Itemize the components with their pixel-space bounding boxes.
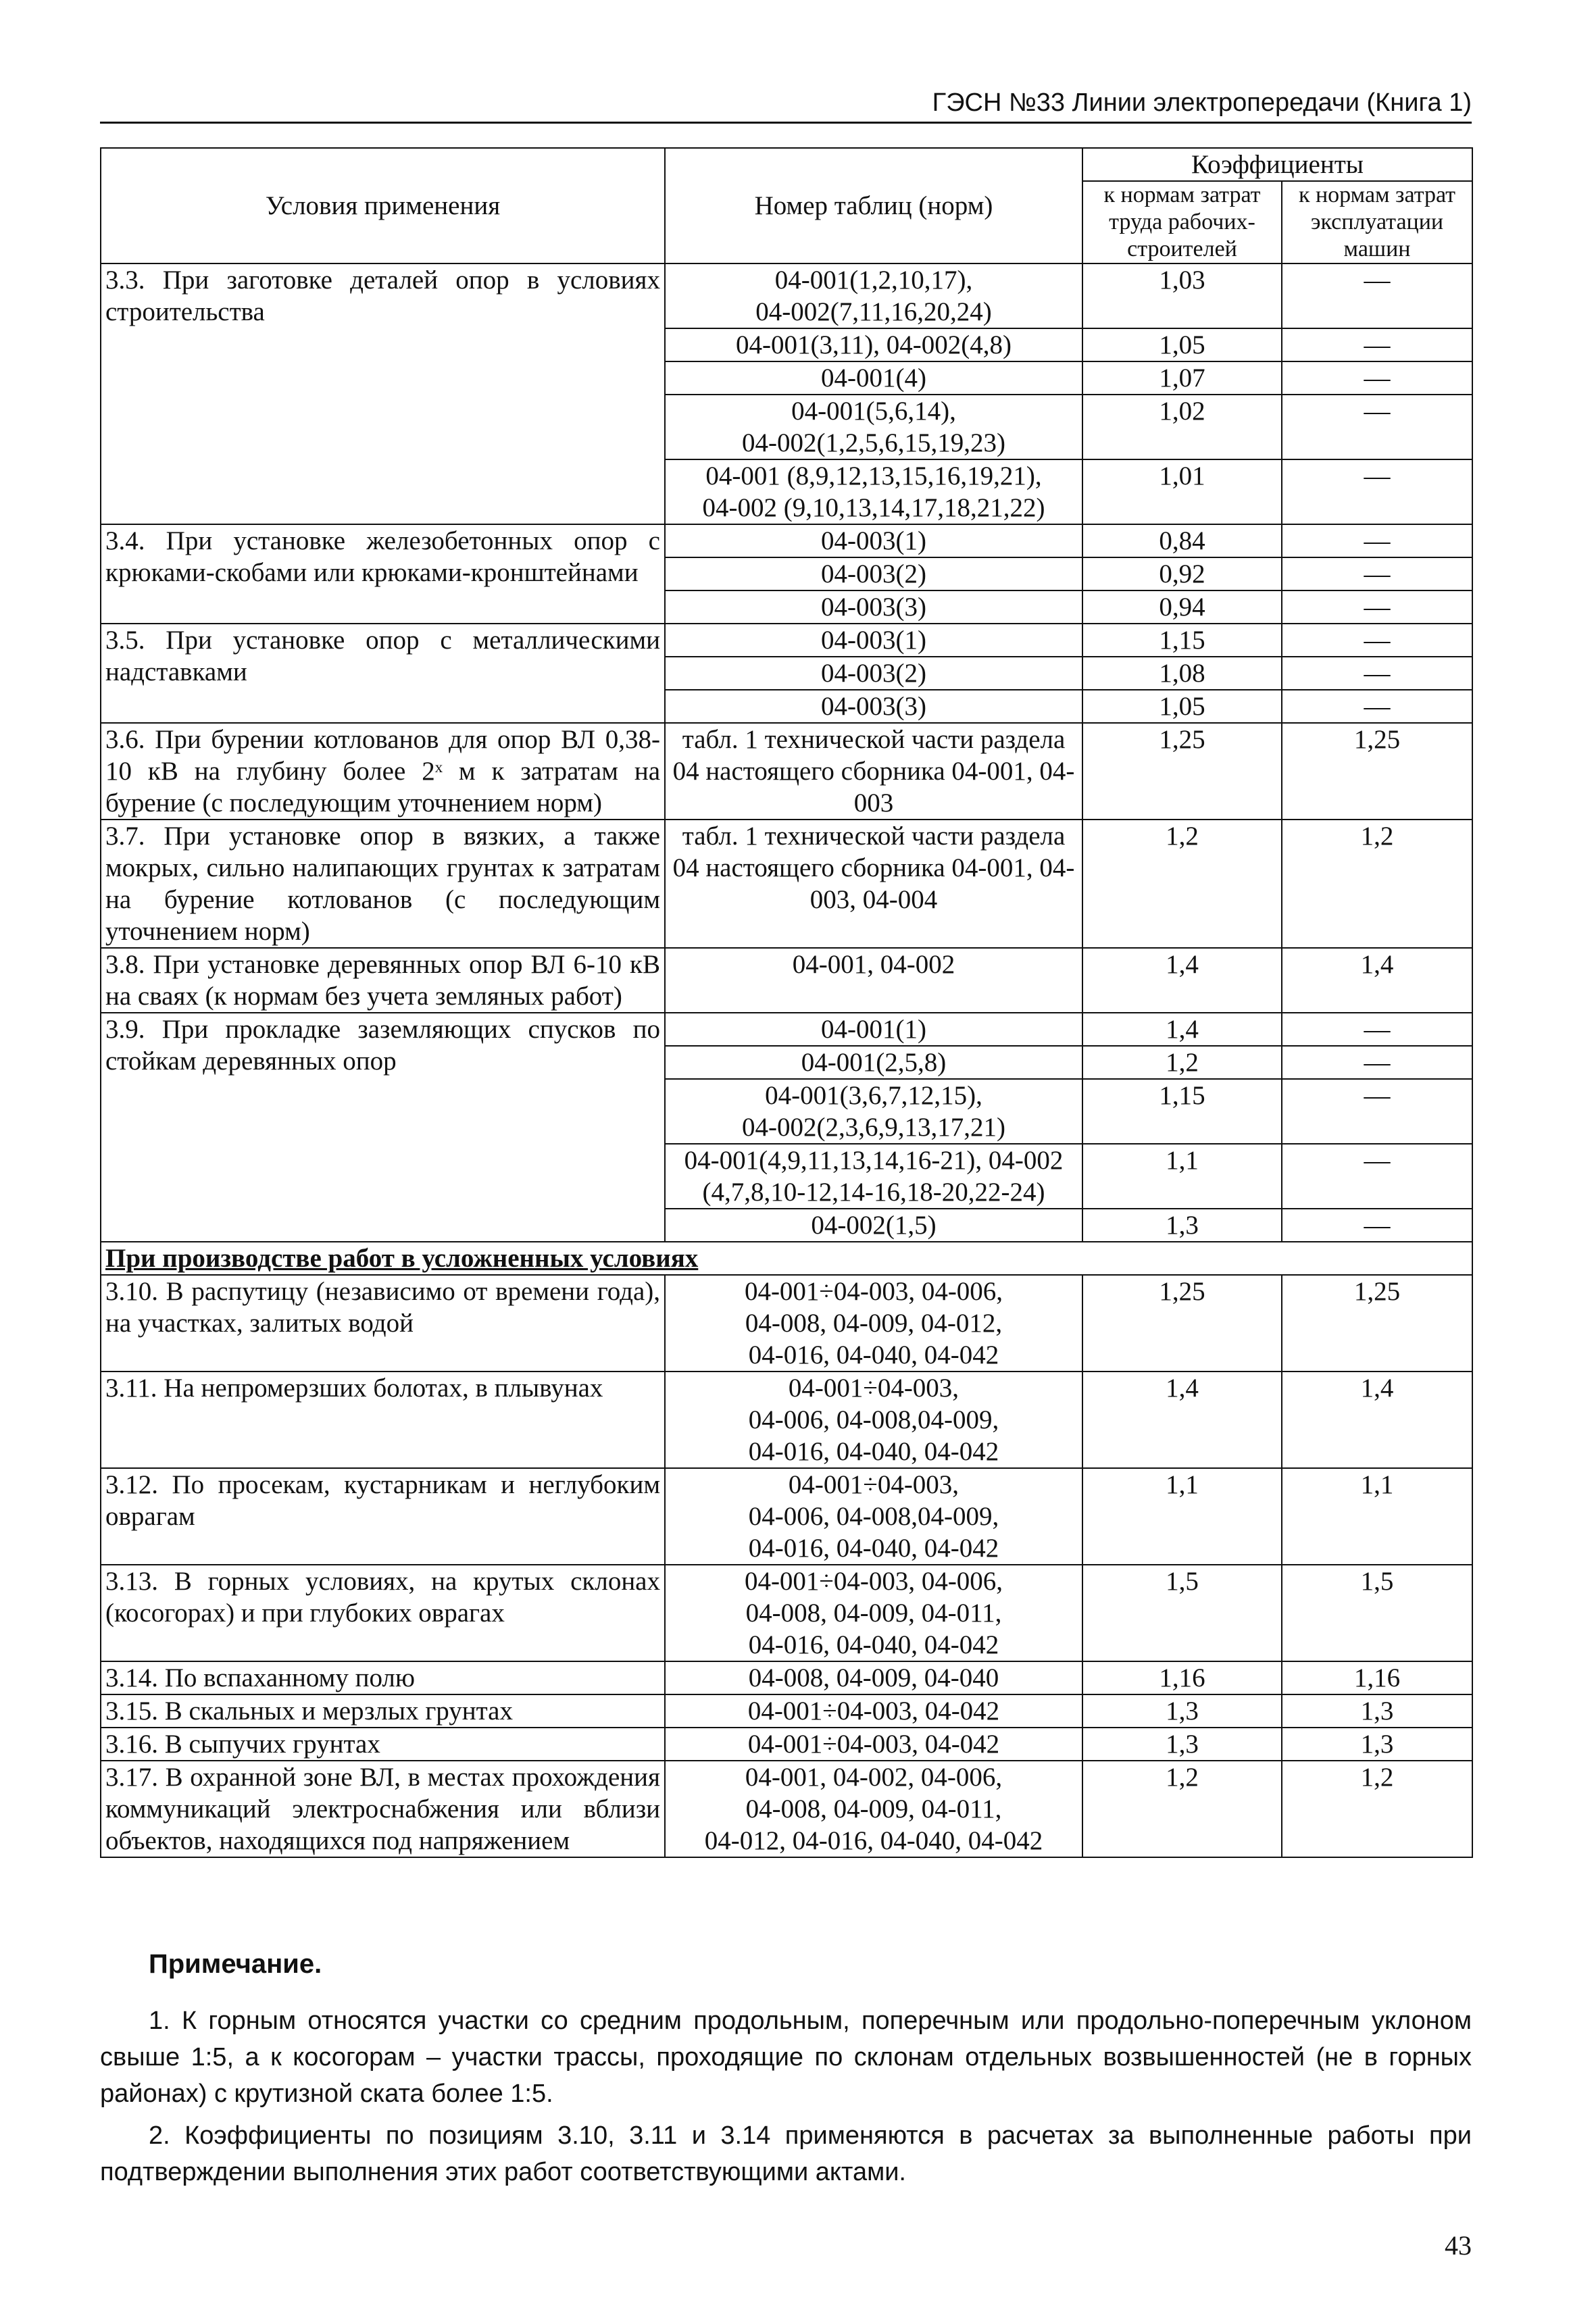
coef-machines-cell: 1,3 bbox=[1282, 1728, 1472, 1761]
table-number-cell: 04-001(5,6,14), 04-002(1,2,5,6,15,19,23) bbox=[665, 395, 1082, 459]
coef-labor-cell: 1,4 bbox=[1082, 948, 1282, 1013]
coef-labor-cell: 1,07 bbox=[1082, 361, 1282, 395]
table-row bbox=[101, 1372, 1472, 1468]
coef-machines-cell: 1,3 bbox=[1282, 1694, 1472, 1728]
coef-labor-cell: 1,3 bbox=[1082, 1694, 1282, 1728]
coef-labor-cell: 1,2 bbox=[1082, 1761, 1282, 1857]
table-row bbox=[101, 723, 1472, 820]
coef-labor-cell: 0,92 bbox=[1082, 557, 1282, 590]
coef-labor-cell: 1,1 bbox=[1082, 1468, 1282, 1565]
table-number-cell: 04-008, 04-009, 04-040 bbox=[665, 1661, 1082, 1694]
table-row bbox=[101, 1661, 1472, 1694]
coef-labor-cell: 0,84 bbox=[1082, 524, 1282, 557]
condition-cell: 3.6. При бурении котлованов для опор ВЛ 0,38-10 кВ на глубину более 2ˣ м к затратам на бурение (с последующим уточнением норм) bbox=[101, 723, 665, 820]
table-number-cell: табл. 1 технической части раздела 04 настоящего сборника 04-001, 04-003, 04-004 bbox=[665, 820, 1082, 948]
table-row bbox=[101, 1468, 1472, 1565]
note-paragraph-2: 2. Коэффициенты по позициям 3.10, 3.11 и 3.14 применяются в расчетах за выполненные работы при подтверждении выполнения этих работ соответствующими актами. bbox=[100, 2121, 1472, 2186]
coef-machines-cell: — bbox=[1282, 524, 1472, 557]
coef-machines-cell: 1,2 bbox=[1282, 1761, 1472, 1857]
condition-cell: 3.13. В горных условиях, на крутых склонах (косогорах) и при глубоких оврагах bbox=[101, 1565, 665, 1661]
coef-machines-cell: — bbox=[1282, 690, 1472, 723]
coef-labor-cell: 1,08 bbox=[1082, 657, 1282, 690]
coef-labor-cell: 1,02 bbox=[1082, 395, 1282, 459]
coef-machines-cell: 1,4 bbox=[1282, 948, 1472, 1013]
table-number-cell: 04-001(3,11), 04-002(4,8) bbox=[665, 328, 1082, 361]
header-conditions: Условия применения bbox=[101, 148, 665, 263]
coef-machines-cell: — bbox=[1282, 1013, 1472, 1046]
coef-machines-cell: — bbox=[1282, 459, 1472, 524]
coef-machines-cell: 1,16 bbox=[1282, 1661, 1472, 1694]
table-number-cell: 04-001÷04-003, 04-006, 04-008, 04-009, 04-011, 04-016, 04-040, 04-042 bbox=[665, 1565, 1082, 1661]
header-title: ГЭСН №33 Линии электропередачи (Книга 1) bbox=[932, 89, 1472, 117]
coef-machines-cell: — bbox=[1282, 557, 1472, 590]
coef-labor-cell: 1,2 bbox=[1082, 820, 1282, 948]
condition-cell: 3.16. В сыпучих грунтах bbox=[101, 1728, 665, 1761]
table-row bbox=[101, 1761, 1472, 1857]
table-number-cell: 04-001÷04-003, 04-006, 04-008, 04-009, 04-012, 04-016, 04-040, 04-042 bbox=[665, 1275, 1082, 1372]
table-number-cell: 04-001÷04-003, 04-042 bbox=[665, 1694, 1082, 1728]
header-table-numbers: Номер таблиц (норм) bbox=[665, 148, 1082, 263]
coef-machines-cell: — bbox=[1282, 1046, 1472, 1079]
table-number-cell: 04-001÷04-003, 04-042 bbox=[665, 1728, 1082, 1761]
table-row bbox=[101, 948, 1472, 1013]
coef-labor-cell: 1,3 bbox=[1082, 1209, 1282, 1242]
condition-cell: 3.10. В распутицу (независимо от времени года), на участках, залитых водой bbox=[101, 1275, 665, 1372]
condition-cell: 3.12. По просекам, кустарникам и неглубоким оврагам bbox=[101, 1468, 665, 1565]
coef-labor-cell: 0,94 bbox=[1082, 590, 1282, 624]
table-row bbox=[101, 263, 1472, 328]
coef-machines-cell: — bbox=[1282, 624, 1472, 657]
coef-labor-cell: 1,2 bbox=[1082, 1046, 1282, 1079]
table-number-cell: 04-001 (8,9,12,13,15,16,19,21), 04-002 (9,10,13,14,17,18,21,22) bbox=[665, 459, 1082, 524]
coef-machines-cell: — bbox=[1282, 395, 1472, 459]
header-coef-labor: к нормам затрат труда рабочих-строителей bbox=[1082, 181, 1282, 263]
coef-machines-cell: — bbox=[1282, 1144, 1472, 1209]
table-number-cell: 04-001(3,6,7,12,15), 04-002(2,3,6,9,13,17,21) bbox=[665, 1079, 1082, 1144]
table-number-cell: 04-002(1,5) bbox=[665, 1209, 1082, 1242]
header-coef-machines: к нормам затрат эксплуатации машин bbox=[1282, 181, 1472, 263]
coef-machines-cell: — bbox=[1282, 263, 1472, 328]
coef-labor-cell: 1,16 bbox=[1082, 1661, 1282, 1694]
table-row bbox=[101, 1013, 1472, 1046]
condition-cell: 3.17. В охранной зоне ВЛ, в местах прохождения коммуникаций электроснабжения или вблизи объектов, находящихся под напряжением bbox=[101, 1761, 665, 1857]
table-number-cell: 04-001(4,9,11,13,14,16-21), 04-002 (4,7,8,10-12,14-16,18-20,22-24) bbox=[665, 1144, 1082, 1209]
coefficients-table bbox=[100, 147, 1473, 1858]
section-title: При производстве работ в усложненных условиях bbox=[101, 1242, 1472, 1275]
coef-labor-cell: 1,4 bbox=[1082, 1013, 1282, 1046]
table-row bbox=[101, 624, 1472, 657]
coef-labor-cell: 1,15 bbox=[1082, 1079, 1282, 1144]
table-number-cell: 04-003(3) bbox=[665, 590, 1082, 624]
coef-machines-cell: 1,25 bbox=[1282, 1275, 1472, 1372]
page-header bbox=[100, 86, 1472, 124]
table-number-cell: 04-001(2,5,8) bbox=[665, 1046, 1082, 1079]
note-block bbox=[100, 1946, 1472, 2196]
coef-machines-cell: — bbox=[1282, 657, 1472, 690]
header-coefficients: Коэффициенты bbox=[1082, 148, 1472, 181]
coef-machines-cell: 1,2 bbox=[1282, 820, 1472, 948]
coef-machines-cell: 1,4 bbox=[1282, 1372, 1472, 1468]
page-number: 43 bbox=[1445, 2230, 1472, 2261]
coef-labor-cell: 1,4 bbox=[1082, 1372, 1282, 1468]
coef-machines-cell: — bbox=[1282, 1209, 1472, 1242]
table-number-cell: 04-001, 04-002 bbox=[665, 948, 1082, 1013]
table-number-cell: табл. 1 технической части раздела 04 настоящего сборника 04-001, 04-003 bbox=[665, 723, 1082, 820]
note-title: Примечание. bbox=[149, 1949, 322, 1979]
table-number-cell: 04-001÷04-003, 04-006, 04-008,04-009, 04-016, 04-040, 04-042 bbox=[665, 1468, 1082, 1565]
coef-machines-cell: — bbox=[1282, 361, 1472, 395]
table-number-cell: 04-003(3) bbox=[665, 690, 1082, 723]
condition-cell: 3.9. При прокладке заземляющих спусков по стойкам деревянных опор bbox=[101, 1013, 665, 1242]
table-number-cell: 04-003(1) bbox=[665, 624, 1082, 657]
condition-cell: 3.8. При установке деревянных опор ВЛ 6-10 кВ на сваях (к нормам без учета земляных работ) bbox=[101, 948, 665, 1013]
table-number-cell: 04-001(1) bbox=[665, 1013, 1082, 1046]
table-number-cell: 04-001, 04-002, 04-006, 04-008, 04-009, 04-011, 04-012, 04-016, 04-040, 04-042 bbox=[665, 1761, 1082, 1857]
table-number-cell: 04-001(4) bbox=[665, 361, 1082, 395]
table-row bbox=[101, 524, 1472, 557]
coef-machines-cell: — bbox=[1282, 328, 1472, 361]
table-row bbox=[101, 1275, 1472, 1372]
condition-cell: 3.4. При установке железобетонных опор с крюками-скобами или крюками-кронштейнами bbox=[101, 524, 665, 624]
table-row bbox=[101, 1565, 1472, 1661]
coef-machines-cell: 1,25 bbox=[1282, 723, 1472, 820]
coef-labor-cell: 1,1 bbox=[1082, 1144, 1282, 1209]
coef-machines-cell: — bbox=[1282, 590, 1472, 624]
coef-labor-cell: 1,25 bbox=[1082, 1275, 1282, 1372]
coef-machines-cell: 1,5 bbox=[1282, 1565, 1472, 1661]
coef-labor-cell: 1,03 bbox=[1082, 263, 1282, 328]
table-row bbox=[101, 820, 1472, 948]
table-number-cell: 04-001÷04-003, 04-006, 04-008,04-009, 04-016, 04-040, 04-042 bbox=[665, 1372, 1082, 1468]
table-row bbox=[101, 1694, 1472, 1728]
coef-labor-cell: 1,15 bbox=[1082, 624, 1282, 657]
note-paragraph-1: 1. К горным относятся участки со средним продольным, поперечным или продольно-поперечным уклоном свыше 1:5, а к косогорам – участки трассы, проходящие по склонам отдельных возвышенностей (не в горных районах) с крутизной ската более 1:5. bbox=[100, 2007, 1472, 2108]
coef-labor-cell: 1,05 bbox=[1082, 328, 1282, 361]
condition-cell: 3.15. В скальных и мерзлых грунтах bbox=[101, 1694, 665, 1728]
condition-cell: 3.14. По вспаханному полю bbox=[101, 1661, 665, 1694]
table-number-cell: 04-003(1) bbox=[665, 524, 1082, 557]
coef-machines-cell: — bbox=[1282, 1079, 1472, 1144]
condition-cell: 3.3. При заготовке деталей опор в условиях строительства bbox=[101, 263, 665, 524]
table-number-cell: 04-001(1,2,10,17), 04-002(7,11,16,20,24) bbox=[665, 263, 1082, 328]
coef-labor-cell: 1,5 bbox=[1082, 1565, 1282, 1661]
table-number-cell: 04-003(2) bbox=[665, 657, 1082, 690]
coef-labor-cell: 1,01 bbox=[1082, 459, 1282, 524]
coef-labor-cell: 1,25 bbox=[1082, 723, 1282, 820]
coef-labor-cell: 1,3 bbox=[1082, 1728, 1282, 1761]
table-row bbox=[101, 1728, 1472, 1761]
condition-cell: 3.5. При установке опор с металлическими надставками bbox=[101, 624, 665, 723]
coef-labor-cell: 1,05 bbox=[1082, 690, 1282, 723]
condition-cell: 3.7. При установке опор в вязких, а также мокрых, сильно налипающих грунтах к затратам на бурение котлованов (с последующим уточнением норм) bbox=[101, 820, 665, 948]
condition-cell: 3.11. На непромерзших болотах, в плывунах bbox=[101, 1372, 665, 1468]
table-number-cell: 04-003(2) bbox=[665, 557, 1082, 590]
coef-machines-cell: 1,1 bbox=[1282, 1468, 1472, 1565]
